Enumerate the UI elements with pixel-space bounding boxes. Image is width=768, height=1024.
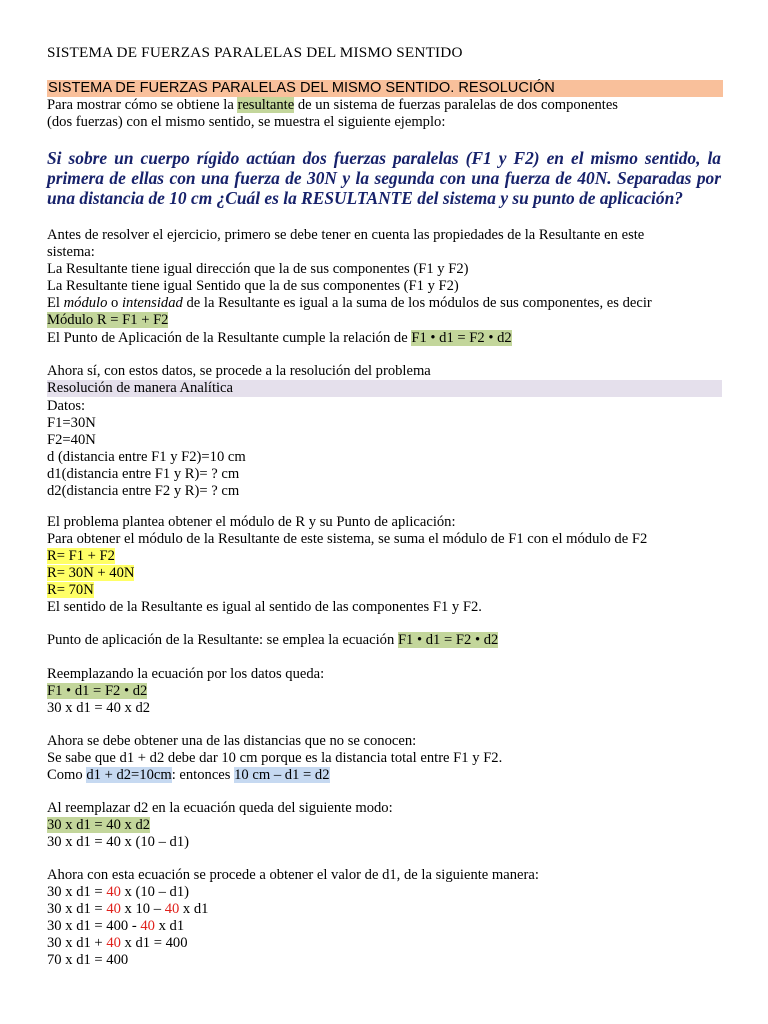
solve-text: 30 x d1 = 400 - (47, 918, 141, 934)
datos-item: F2=40N (47, 432, 96, 448)
solve-text: x d1 (154, 918, 185, 934)
point-formula: F1 • d1 = F2 • d2 (397, 632, 499, 648)
distance-text-then: : entonces (171, 767, 235, 783)
solve-text: 30 x d1 + (47, 935, 107, 951)
solve-row (47, 901, 208, 918)
problem-statement: Si sobre un cuerpo rígido actúan dos fuerzas paralelas (F1 y F2) en el mismo sentido, la primera de ellas con una fuerza de 30N y la segunda con una fuerza de 40N. Separadas por una distancia de 10 cm ¿Cuál es la RESULTANTE del sistema y su punto de aplicación? (47, 148, 721, 208)
distance-line-2: Se sabe que d1 + d2 debe dar 10 cm porque es la distancia total entre F1 y F2. (47, 750, 503, 766)
replace-line-1: Reemplazando la ecuación por los datos queda: (47, 666, 325, 682)
distance-sum: d1 + d2=10cm (86, 767, 172, 783)
solve-text: x d1 (179, 901, 209, 917)
datos-item: d2(distancia entre F2 y R)= ? cm (47, 483, 240, 499)
substitute-formula: 30 x d1 = 40 x d2 (47, 817, 151, 833)
modulo-line (47, 312, 168, 329)
solve-line-1: Ahora con esta ecuación se procede a obtener el valor de d1, de la siguiente manera: (47, 867, 539, 883)
solve-text: x (10 – d1) (120, 884, 190, 900)
props-text-or: o (107, 295, 122, 311)
substitute-equation: 30 x d1 = 40 x (10 – d1) (47, 834, 189, 850)
point-relation-text: El Punto de Aplicación de la Resultante cumple la relación de (47, 330, 412, 346)
word-modulo: módulo (63, 295, 108, 311)
red-number: 40 (106, 935, 121, 951)
equation-r (47, 582, 94, 599)
step-r-line-2: Para obtener el módulo de la Resultante de este sistema, se suma el módulo de F1 con el módulo de F2 (47, 531, 648, 547)
modulo-formula: Módulo R = F1 + F2 (47, 312, 169, 328)
point-application-line (47, 632, 498, 649)
props-line-3: La Resultante tiene igual dirección que la de sus componentes (F1 y F2) (47, 261, 469, 277)
props-text-cont: de la Resultante es igual a la suma de los módulos de sus componentes, es decir (182, 295, 652, 311)
datos-label: Datos: (47, 398, 86, 414)
props-line-1: Antes de resolver el ejercicio, primero se debe tener en cuenta las propiedades de la Resultante en este (47, 227, 645, 243)
intro-text: Para mostrar cómo se obtiene la (47, 97, 238, 113)
substitute-line-1: Al reemplazar d2 en la ecuación queda del siguiente modo: (47, 800, 393, 816)
props-line-2: sistema: (47, 244, 95, 260)
replace-formula: F1 • d1 = F2 • d2 (47, 683, 148, 699)
solve-row (47, 935, 188, 952)
distance-line-1: Ahora se debe obtener una de las distancias que no se conocen: (47, 733, 417, 749)
distance-text: Como (47, 767, 87, 783)
datos-item: F1=30N (47, 415, 96, 431)
intro-line-2: (dos fuerzas) con el mismo sentido, se muestra el siguiente ejemplo: (47, 114, 446, 130)
keyword-resultante: resultante (237, 97, 295, 113)
intro-line-1 (47, 97, 618, 114)
analytic-heading: Resolución de manera Analítica (47, 380, 722, 397)
red-number: 40 (164, 901, 180, 917)
equation-r-sum: R= F1 + F2 (47, 548, 115, 564)
equation-r-values: R= 30N + 40N (47, 565, 135, 581)
replace-formula-line (47, 683, 147, 700)
solve-text: 30 x d1 = (47, 884, 107, 900)
distance-line-3 (47, 767, 330, 784)
props-text: El (47, 295, 64, 311)
solve-row: 70 x d1 = 400 (47, 952, 129, 968)
equation-r (47, 565, 134, 582)
replace-equation: 30 x d1 = 40 x d2 (47, 700, 151, 716)
datos-item: d1(distancia entre F1 y R)= ? cm (47, 466, 240, 482)
word-intensidad: intensidad (122, 295, 183, 311)
props-line-5 (47, 295, 652, 312)
solve-text: x d1 = 400 (120, 935, 188, 951)
red-number: 40 (106, 884, 121, 900)
substitute-formula-line (47, 817, 150, 834)
document-title: SISTEMA DE FUERZAS PARALELAS DEL MISMO SENTIDO (47, 44, 463, 61)
section-heading: SISTEMA DE FUERZAS PARALELAS DEL MISMO SENTIDO. RESOLUCIÓN (47, 80, 723, 97)
point-relation-line (47, 330, 512, 347)
transition-text: Ahora sí, con estos datos, se procede a la resolución del problema (47, 363, 431, 379)
solve-text: x 10 – (120, 901, 165, 917)
intro-text-cont: de un sistema de fuerzas paralelas de dos componentes (294, 97, 618, 113)
step-r-line-1: El problema plantea obtener el módulo de R y su Punto de aplicación: (47, 514, 456, 530)
solve-row (47, 884, 189, 901)
equation-r (47, 548, 115, 565)
point-formula: F1 • d1 = F2 • d2 (411, 330, 512, 346)
props-line-4: La Resultante tiene igual Sentido que la de sus componentes (F1 y F2) (47, 278, 459, 294)
step-r-line-6: El sentido de la Resultante es igual al sentido de las componentes F1 y F2. (47, 599, 482, 615)
datos-item: d (distancia entre F1 y F2)=10 cm (47, 449, 246, 465)
equation-r-result: R= 70N (47, 582, 94, 598)
distance-result: 10 cm – d1 = d2 (234, 767, 330, 783)
solve-row (47, 918, 184, 935)
red-number: 40 (106, 901, 121, 917)
solve-text: 30 x d1 = (47, 901, 107, 917)
point-application-text: Punto de aplicación de la Resultante: se emplea la ecuación (47, 632, 398, 648)
red-number: 40 (140, 918, 155, 934)
